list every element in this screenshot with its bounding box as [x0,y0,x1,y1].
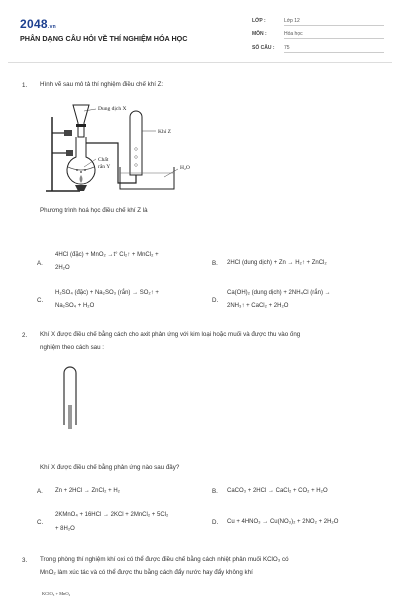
q1-option-a-letter[interactable]: A. [37,260,43,267]
q1-option-c-line2: Na₂SO₄ + H₂O [55,303,95,309]
q1-option-d-letter[interactable]: D. [212,297,219,304]
question-2-text-line1: Khí X được điều chế bằng cách cho axit phản ứng với kim loại hoặc muối và được thu vào ống [40,331,301,338]
question-3-figure-caption: KClO₃ + MnO₂ [42,591,71,596]
meta-class-value: Lớp 12 [284,18,384,26]
site-logo[interactable] [20,17,56,31]
gas-preparation-figure [40,97,230,195]
q1-option-a-line1: 4HCl (đặc) + MnO₂ →t° Cl₂↑ + MnCl₂ + [55,252,159,258]
meta-subject-value: Hóa học [284,31,384,39]
q1-option-b-letter[interactable]: B. [212,260,218,267]
question-2-number: 2. [22,332,28,339]
logo-main: 2048 [20,17,48,31]
q2-option-c-letter[interactable]: C. [37,519,44,526]
q2-option-c-line1: 2KMnO₄ + 16HCl → 2KCl + 2MnCl₂ + 5Cl₂ [55,512,169,518]
q2-option-a-letter[interactable]: A. [37,488,43,495]
meta-count-label: SỐ CÂU : [252,45,275,51]
q1-option-c-letter[interactable]: C. [37,297,44,304]
label-solid-y-line2: rắn Y [98,164,111,170]
meta-subject-label: MÔN : [252,31,267,37]
q1-option-a-line2: 2H₂O [55,265,70,271]
question-3-text-line2: MnO₂ làm xúc tác và có thể được thu bằng cách đẩy nước hay đẩy không khí [40,569,253,576]
q2-option-b-letter[interactable]: B. [212,488,218,495]
q1-option-d-line2: 2NH₃↑ + CaCl₂ + 2H₂O [227,303,289,309]
header-divider [8,62,392,63]
q2-option-d-letter[interactable]: D. [212,519,219,526]
q2-option-c-line2: + 8H₂O [55,526,75,532]
q1-option-d-line1: Ca(OH)₂ (dung dịch) + 2NH₄Cl (rắn) → [227,290,331,296]
label-water: H₂O [180,165,190,171]
label-solution-x: Dung dịch X [98,106,127,112]
question-3-number: 3. [22,557,28,564]
document-title: PHÂN DẠNG CÂU HỎI VỀ THÍ NGHIỆM HÓA HỌC [20,34,188,43]
q2-option-a-line1: Zn + 2HCl → ZnCl₂ + H₂ [55,488,121,494]
question-1-text: Hình vẽ sau mô tả thí nghiệm điều chế khí Z: [40,81,164,88]
logo-suffix: .vn [47,24,57,30]
q2-option-b-line1: CaCO₃ + 2HCl → CaCl₂ + CO₂ + H₂O [227,488,328,494]
question-2-prompt: Khí X được điều chế bằng phản ứng nào sau đây? [40,464,180,471]
q1-option-c-line1: H₂SO₄ (đặc) + Na₂SO₃ (rắn) → SO₂↑ + [55,290,159,296]
meta-class-label: LỚP : [252,18,266,24]
question-1-prompt: Phương trình hoá học điều chế khí Z là [40,207,148,214]
meta-count-value: 75 [284,45,384,53]
question-2-text-line2: nghiệm theo cách sau : [40,344,104,351]
q1-option-b-line1: 2HCl (dung dịch) + Zn → H₂↑ + ZnCl₂ [227,260,327,266]
label-solid-y-line1: Chất [98,157,109,163]
question-1-number: 1. [22,82,28,89]
q2-option-d-line1: Cu + 4HNO₃ → Cu(NO₃)₂ + 2NO₂ + 2H₂O [227,519,339,525]
question-3-text-line1: Trong phòng thí nghiệm khí oxi có thể được điều chế bằng cách nhiệt phân muối KClO₃ có [40,556,289,563]
label-gas-z: Khí Z [158,129,171,135]
inverted-test-tube-figure [50,365,90,433]
